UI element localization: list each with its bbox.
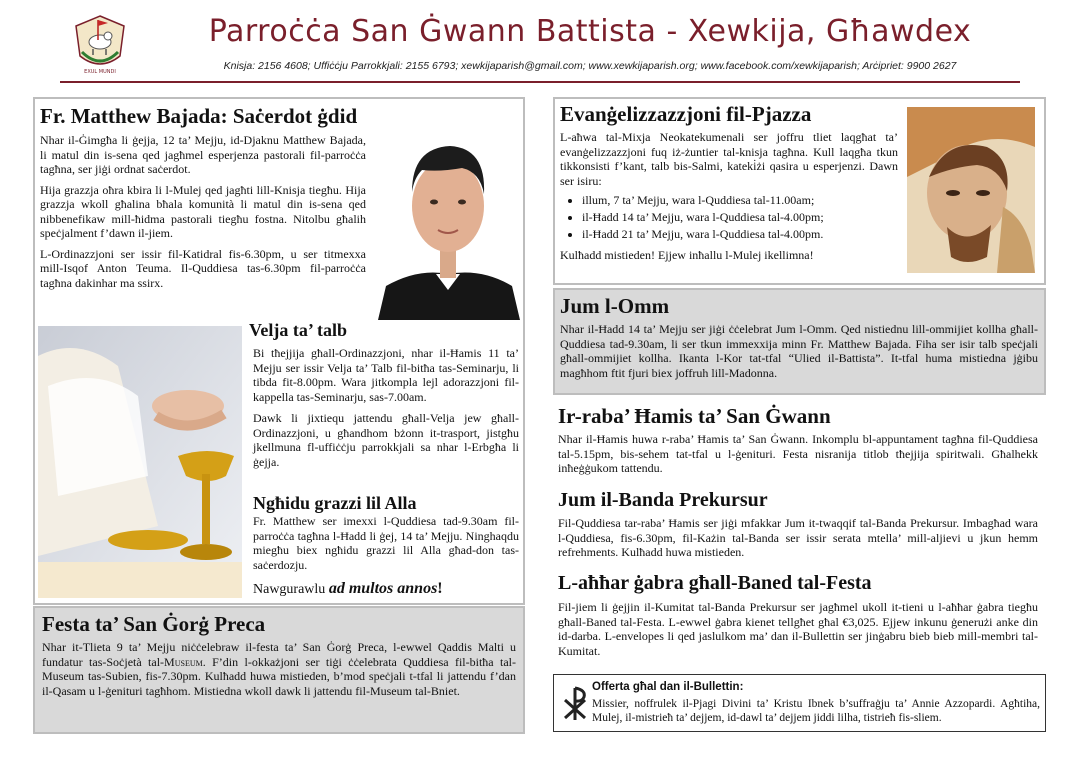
- gorg-text-a: Nhar it-Tlieta 9 ta’ Mejju niċċelebraw il-festa ta’ San Ġorġ Preca, l-ewwel Qaddis Malti u fundatur tas-Soċjetà tal-: [42, 640, 516, 669]
- offering-body: [592, 697, 1040, 725]
- gabra-paragraph: Fil-jiem li ġejjin il-Kumitat tal-Banda Prekursur ser jagħmel ukoll it-tieni u l-aħħar ġabra tiegħu għall-Baned tal-Festa. L-ewwel ġabra kienet tellgħet għal €3,025. Ejjew inkunu ġenerużi anke din id-darba. L-envelopes li qed jaslulkom ma’ dan il-Bullettin ser jinġabru bieb bieb mill-membri tal-Kumitat.: [558, 600, 1038, 658]
- gabra-heading: L-aħħar ġabra għall-Baned tal-Festa: [558, 572, 872, 594]
- nghidu-paragraph: Fr. Matthew ser imexxi l-Quddiesa tad-9.30am fil-parroċċa tagħna l-Ħadd li ġej, 14 ta’ Mejju. Ninghaqdu miegħu biex ngħidu grazzi lil Alla għad-don tas-saċerdozju.: [253, 514, 519, 572]
- parish-contacts: Knisja: 2156 4608; Uffiċċju Parrokkjali: 2155 6793; xewkijaparish@gmail.com; www.xewkijaparish.org; www.facebook.com/xewkijaparish; Arċipriet: 9900 2627: [223, 60, 957, 72]
- offering-paragraph: Missier, noffrulek il-Pjagi Divini ta’ Kristu Ibnek b’suffraġju ta’ Annie Azzopardi. Agħtiha, Mulej, il-mistrieħ ta’ dejjem, id-dawl ta’ dejjem jiddi lilha, tistrieħ fis-sliem.: [592, 698, 1040, 724]
- evangel-paragraph: L-aħwa tal-Mixja Neokatekumenali ser joffru tliet laqgħat ta’ evanġelizzazzjoni fuq iż-żuntier tal-knisja tagħna. Kull laqgħa tkun tikkonsisti f’kant, talb bis-Salmi, kateki̇żi qasira u esperjenzi. Dawn ser isiru:: [560, 130, 898, 188]
- bajada-body: [40, 133, 366, 290]
- gabra-body: [558, 600, 1038, 658]
- nghidu-heading: Ngħidu grazzi lil Alla: [253, 493, 417, 513]
- christ-icon-photo: [907, 107, 1035, 273]
- chalice-photo: [38, 326, 242, 598]
- velja-paragraph: Bi tħejjija għall-Ordinazzjoni, nhar il-Ħamis 11 ta’ Mejju ser issir Velja ta’ Talb fil-bitħa tas-Seminarju, li tibda fit-8.00pm. Wara jitkompla lejl adorazzjoni fil-kappella tas-Seminarju, sas-7.00am.: [253, 346, 519, 404]
- parish-logo: [70, 12, 130, 76]
- velja-heading: Velja ta’ talb: [249, 320, 347, 340]
- bajada-paragraph: Hija grazzja oħra kbira li l-Mulej qed jagħti lill-Knisja tiegħu. Hija grazzja wkoll għalina bħala komunità li matul din is-sena qed nibbenefikaw mill-ħidma pastorali tiegħu fostna. Nitolbu għalih speċjalment f’dawn il-jiem.: [40, 182, 366, 240]
- svg-text:EXUL MUNDI: EXUL MUNDI: [84, 69, 116, 75]
- velja-body: [253, 346, 519, 469]
- omm-body: [560, 322, 1038, 380]
- rabahamis-paragraph: Nhar il-Ħamis huwa r-raba’ Ħamis ta’ San Ġwann. Inkomplu bl-appuntament tagħna fil-Quddiesa tal-5.15pm, bis-sehem tat-tfal u l-ġenituri. Festa nisranija titlob tħejjija spiritwali. Għalhekk inħeġġukom tattendu.: [558, 432, 1038, 475]
- nghidu-body: [253, 514, 519, 598]
- banda-heading: Jum il-Banda Prekursur: [558, 489, 768, 511]
- bajada-paragraph: L-Ordinazzjoni ser issir fil-Katidral fis-6.30pm, u ser titmexxa mill-Isqof Anton Teuma. Il-Quddiesa tas-6.30pm fil-parroċċa tagħna dakinhar ma ssirx.: [40, 246, 366, 290]
- rabahamis-heading: Ir-raba’ Ħamis ta’ San Ġwann: [558, 404, 831, 428]
- list-item: • il-Ħadd 21 ta’ Mejju, wara l-Quddiesa tal-4.00pm.: [582, 226, 898, 243]
- wish-prefix: Nawgurawlu: [253, 582, 329, 597]
- wish-line: [253, 580, 519, 598]
- evangel-heading: Evanġelizzazzjoni fil-Pjazza: [560, 102, 812, 126]
- header-divider: [60, 81, 1020, 83]
- omm-heading: Jum l-Omm: [560, 294, 670, 318]
- bajada-paragraph: Nhar il-Ġimgħa li ġejja, 12 ta’ Mejju, id-Djaknu Matthew Bajada, li matul din is-sena qed jagħmel esperjenza pastorali fil-parroċċa tagħna, ser jiġi ordnat saċerdot.: [40, 133, 366, 176]
- gorg-text-museum: Museum: [164, 654, 203, 669]
- wish-suffix: !: [437, 580, 443, 597]
- offering-heading: Offerta għal dan il-Bullettin:: [592, 681, 744, 693]
- omm-paragraph: Nhar il-Ħadd 14 ta’ Mejju ser jiġi ċċelebrat Jum l-Omm. Qed nistiednu lill-ommijiet kollha għall-Quddiesa tad-9.30am, li ser tkun immexxija minn Fr. Matthew Bajada. Fiha ser isir talb speċjali għall-ommijiet kollha. Ikanta l-Kor tat-tfal “Ulied il-Battista”. It-tfal huma mistiedna jġibu magħhom ftit fjuri biex joffruh lill-Madonna.: [560, 322, 1038, 380]
- gorg-text-c: . F’din l-okkażjoni ser tiġi ċċelebrata Quddiesa fil-bitħa tal-Museum tas-Subien, fis-7.30pm. Kulħadd huwa mistieden, b’mod speċjali t-tfal li jattendu f’dan il-Qasam u l-ġenituri tagħhom. Mistiedna wkoll dawk li jattendu fil-Museum tal-Bniet.: [42, 654, 516, 698]
- parish-title: Parroċċa San Ġwann Battista - Xewkija, Għawdex: [208, 14, 972, 49]
- list-item: • illum, 7 ta’ Mejju, wara l-Quddiesa tal-11.00am;: [582, 192, 898, 209]
- chi-rho-icon: [562, 686, 588, 722]
- evangel-dates-list: [560, 192, 898, 243]
- gorg-body: [42, 640, 516, 698]
- gorg-heading: Festa ta’ San Ġorġ Preca: [42, 612, 266, 636]
- list-item: • il-Ħadd 14 ta’ Mejju, wara l-Quddiesa tal-4.00pm;: [582, 209, 898, 226]
- wish-emphasis: ad multos annos: [328, 580, 438, 597]
- gorg-paragraph: [42, 640, 516, 698]
- banda-body: [558, 516, 1038, 560]
- velja-paragraph: Dawk li jixtiequ jattendu għall-Velja jew għall-Ordinazzjoni, u għandhom bżonn it-trasport, jistgħu jkellmuna fl-uffiċċju parrokkjali sa nhar l-Erbgħa li ġejja.: [253, 411, 519, 469]
- evangel-closing: Kulħadd mistieden! Ejjew inħallu l-Mulej ikellimna!: [560, 248, 814, 262]
- evangel-body: [560, 130, 898, 263]
- bajada-heading: Fr. Matthew Bajada: Saċerdot ġdid: [40, 104, 358, 128]
- rabahamis-body: [558, 432, 1038, 476]
- priest-photo: [378, 118, 520, 320]
- banda-paragraph: Fil-Quddiesa tar-raba’ Ħamis ser jiġi mfakkar Jum it-twaqqif tal-Banda Prekursur. Imbagħad wara l-Quddiesa, fis-6.30pm, fil-Każin tal-Banda ser issir serata mtella’ mill-aljievi u jkun hemm refrehments. Kulħadd huwa mistieden.: [558, 516, 1038, 559]
